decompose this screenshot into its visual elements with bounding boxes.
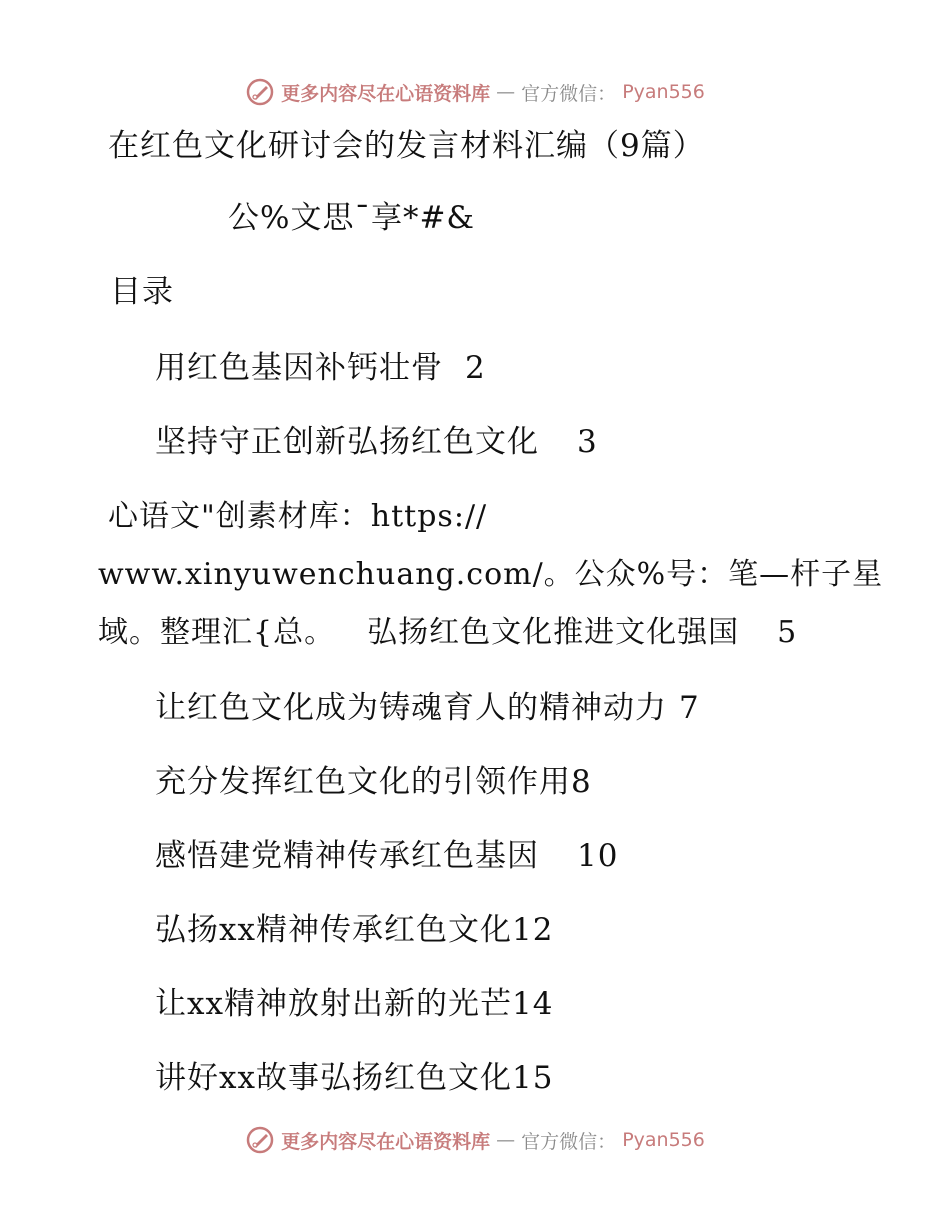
source-line-1: 心语文"创素材库：https:// bbox=[108, 499, 488, 534]
toc-entry-label: 充分发挥红色文化的引领作用 bbox=[155, 764, 571, 800]
toc-entry-label: 让xx精神放射出新的光芒 bbox=[155, 986, 512, 1022]
toc-entry-page: 3 bbox=[577, 424, 598, 460]
toc-entry bbox=[155, 910, 553, 950]
quill-logo-icon bbox=[245, 1125, 275, 1155]
toc-entry-label: 让红色文化成为铸魂育人的精神动力 bbox=[155, 690, 667, 726]
source-line-2: www.xinyuwenchuang.com/。公众%号：笔—杆子星 bbox=[98, 557, 884, 592]
source-line-3-prefix: 域。整理汇{总。 bbox=[98, 615, 336, 650]
toc-entry-label: 用红色基因补钙壮骨 bbox=[155, 350, 443, 386]
toc-entry-label: 弘扬xx精神传承红色文化 bbox=[155, 912, 512, 948]
document-title: 在红色文化研讨会的发言材料汇编（9篇） bbox=[108, 128, 705, 164]
toc-entry bbox=[155, 762, 592, 802]
watermark-official-label: 官方微信： bbox=[521, 1130, 617, 1153]
watermark-dash: — bbox=[496, 1129, 516, 1151]
watermark-wechat-id: Pyan556 bbox=[622, 81, 705, 103]
quill-logo-icon bbox=[245, 77, 275, 107]
source-line-3 bbox=[98, 613, 797, 653]
toc-entry bbox=[155, 688, 700, 728]
toc-entry-page: 8 bbox=[571, 764, 592, 800]
toc-entry-label: 讲好xx故事弘扬红色文化 bbox=[155, 1060, 512, 1096]
toc-entry bbox=[155, 422, 598, 462]
toc-heading: 目录 bbox=[110, 274, 174, 310]
toc-entry-page: 7 bbox=[679, 690, 700, 726]
footer-watermark-banner bbox=[0, 1120, 950, 1160]
watermark-wechat-id: Pyan556 bbox=[622, 1129, 705, 1151]
watermark-dash: — bbox=[496, 81, 516, 103]
toc-entry bbox=[155, 836, 618, 876]
toc-entry-page: 10 bbox=[577, 838, 619, 874]
watermark-main-text: 更多内容尽在心语资料库 bbox=[281, 82, 491, 105]
toc-entry-label: 坚持守正创新弘扬红色文化 bbox=[155, 424, 539, 460]
watermark-main-text: 更多内容尽在心语资料库 bbox=[281, 1130, 491, 1153]
toc-entry-label: 弘扬红色文化推进文化强国 bbox=[367, 615, 740, 650]
toc-entry-page: 14 bbox=[511, 986, 554, 1022]
toc-entry bbox=[155, 1058, 553, 1098]
toc-entry-page: 2 bbox=[465, 350, 486, 386]
toc-entry-page: 5 bbox=[777, 615, 798, 650]
toc-entry-page: 12 bbox=[511, 912, 554, 948]
watermark-official-label: 官方微信： bbox=[521, 82, 617, 105]
toc-entry bbox=[155, 348, 486, 388]
toc-entry-label: 感悟建党精神传承红色基因 bbox=[155, 838, 539, 874]
document-subtitle: 公%文思¯享*#& bbox=[228, 200, 476, 236]
toc-entry-page: 15 bbox=[511, 1060, 554, 1096]
header-watermark-banner bbox=[0, 72, 950, 112]
toc-entry bbox=[155, 984, 553, 1024]
